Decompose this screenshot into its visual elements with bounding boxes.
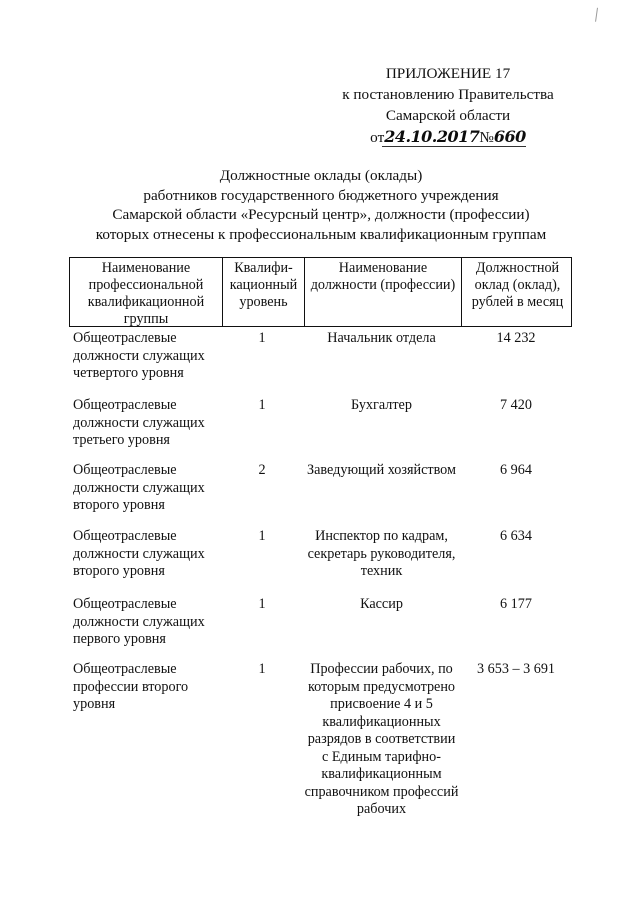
appendix-block	[330, 63, 566, 148]
position-cell: Бухгалтер	[351, 397, 412, 413]
group-cell: Общеотраслевые должности служащих второго уровня	[73, 528, 205, 579]
position-cell: Профессии рабочих, по которым предусмотрено присвоение 4 и 5 квалификационных разрядов в соответствии с Единым тарифно-квалификационным справочником профессий рабочих	[304, 661, 459, 817]
position-cell: Заведующий хозяйством	[307, 462, 456, 478]
position-cell: Кассир	[360, 596, 403, 612]
number-prefix: №	[479, 129, 494, 146]
group-cell: Общеотраслевые должности служащих третьего уровня	[73, 397, 205, 448]
group-cell: Общеотраслевые должности служащих первого уровня	[73, 596, 205, 647]
header-level: Квалифи-кационный уровень	[222, 258, 304, 326]
level-cell: 1	[258, 596, 266, 612]
position-cell: Начальник отдела	[327, 330, 436, 346]
level-cell: 1	[258, 397, 266, 413]
appendix-region: Самарской области	[385, 107, 511, 124]
salary-cell: 3 653 – 3 691	[476, 661, 556, 677]
header-salary: Должностной оклад (оклад), рублей в месяц	[461, 258, 572, 326]
salary-cell: 7 420	[500, 397, 532, 413]
appendix-date-number	[330, 126, 566, 148]
signed-date-line	[370, 126, 526, 148]
group-cell: Общеотраслевые профессии второго уровня	[73, 661, 189, 712]
heading-line-2: работников государственного бюджетного учреждения	[143, 186, 499, 204]
level-cell: 1	[258, 330, 266, 346]
salary-cell: 6 177	[500, 596, 532, 612]
appendix-title: ПРИЛОЖЕНИЕ 17	[385, 65, 511, 82]
salary-table	[69, 257, 572, 817]
heading-line-3: Самарской области «Ресурсный центр», должности (профессии)	[112, 206, 530, 223]
table-header	[69, 257, 572, 327]
handwritten-date: 24.10.2017	[384, 127, 480, 146]
heading-line-4: которых отнесены к профессиональным квалификационным группам	[95, 225, 547, 243]
position-cell: Инспектор по кадрам, секретарь руководителя, техник	[307, 528, 456, 579]
salary-cell: 6 964	[500, 462, 532, 478]
header-group: Наименование профессиональной квалификационной группы	[87, 260, 205, 327]
appendix-reference: к постановлению Правительства	[342, 86, 554, 103]
level-cell: 1	[258, 528, 266, 544]
group-cell: Общеотраслевые должности служащих четвертого уровня	[73, 330, 205, 381]
salary-cell: 6 634	[500, 528, 532, 544]
scan-mark	[595, 8, 602, 23]
heading-line-1: Должностные оклады (оклады)	[219, 167, 423, 184]
document-heading	[56, 166, 586, 244]
header-position: Наименование должности (профессии)	[304, 258, 461, 326]
salary-cell: 14 232	[496, 330, 536, 346]
date-prefix: от	[370, 129, 385, 146]
handwritten-number: 660	[493, 127, 526, 146]
level-cell: 1	[258, 661, 266, 677]
signature-underline	[382, 146, 526, 147]
level-cell: 2	[258, 462, 266, 478]
group-cell: Общеотраслевые должности служащих второго уровня	[73, 462, 205, 513]
